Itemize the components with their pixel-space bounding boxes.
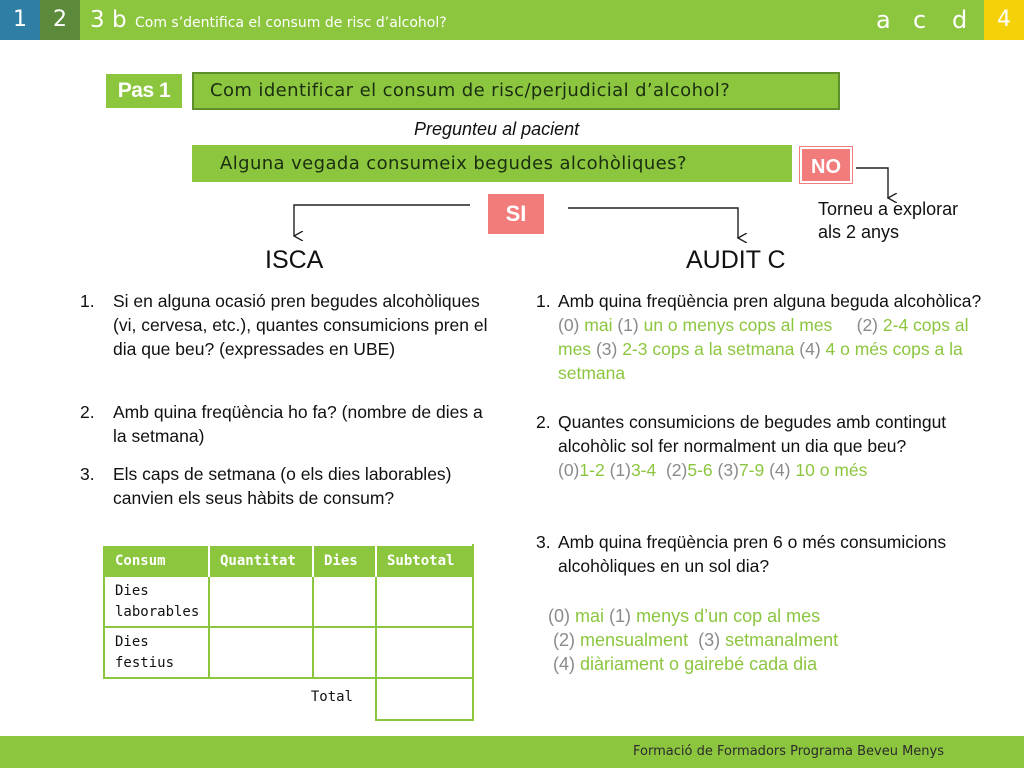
answer-code: (0) <box>548 606 570 626</box>
answer-option: mai <box>584 315 613 335</box>
audit-question-1 <box>536 289 1006 385</box>
answer-option: diàriament o gairebé cada dia <box>580 654 818 674</box>
answer-code: (4) <box>799 339 821 359</box>
audit-question-number: 2. <box>536 412 551 432</box>
answer-option: setmanalment <box>725 630 839 650</box>
consumption-table <box>103 544 474 721</box>
nav-letter-c[interactable]: c <box>913 6 927 34</box>
table-header-cell: Subtotal <box>376 545 473 576</box>
nav-tab-4[interactable]: 4 <box>984 0 1024 40</box>
footer-text: Formació de Formadors Programa Beveu Menys <box>633 744 944 759</box>
table-row <box>104 576 473 627</box>
row-label-line: Dies <box>115 633 149 650</box>
table-row-label <box>104 627 209 678</box>
table-row-label <box>104 576 209 627</box>
answer-code: (1) <box>609 606 632 626</box>
isca-heading: ISCA <box>265 246 324 274</box>
table-header-row <box>104 545 473 576</box>
answer-code: (0) <box>558 315 580 335</box>
bottom-bar <box>0 736 1024 768</box>
table-cell-empty[interactable] <box>376 627 473 678</box>
answer-code: (3) <box>595 339 618 359</box>
isca-question-number: 3. <box>80 464 95 484</box>
table-header-cell: Dies <box>313 545 376 576</box>
table-header-cell: Consum <box>104 545 209 576</box>
audit-question-number: 3. <box>536 532 551 552</box>
answer-option: 3-4 <box>630 460 657 480</box>
step-label: Pas 1 <box>106 74 182 108</box>
answer-code: (2) <box>856 315 879 335</box>
yes-answer-box: SI <box>488 194 544 234</box>
alcohol-question-box: Alguna vegada consumeix begudes alcohòliques? <box>192 145 792 182</box>
isca-question-3 <box>80 462 490 510</box>
row-label-line: Dies <box>115 582 149 599</box>
table-cell-empty[interactable] <box>376 576 473 627</box>
answer-option: 2-3 cops a la setmana <box>622 339 795 359</box>
answer-option: mai <box>575 606 605 626</box>
table-cell-empty[interactable] <box>313 627 376 678</box>
nav-letter-a[interactable]: a <box>876 6 891 34</box>
yes-left-arrow <box>294 205 470 236</box>
answer-option: 5-6 <box>687 460 713 480</box>
nav-tab-1[interactable]: 1 <box>0 0 40 40</box>
nav-letter-d[interactable]: d <box>952 6 968 34</box>
answer-option: mensualment <box>580 630 689 650</box>
section-title: Com s’dentifica el consum de risc d’alcohol? <box>135 15 447 31</box>
audit-question-text: Amb quina freqüència pren 6 o més consumicions alcohòliques en un sol dia? <box>558 532 947 576</box>
section-number: 3 b <box>90 7 127 33</box>
no-action-line-1: Torneu a explorar <box>818 199 959 219</box>
answer-code: (1) <box>617 315 639 335</box>
answer-code: (2) <box>665 460 688 480</box>
table-header-cell: Quantitat <box>209 545 313 576</box>
audit-c-heading: AUDIT C <box>686 246 786 274</box>
answer-code: (2) <box>553 630 575 650</box>
no-arrow <box>856 168 888 198</box>
table-cell-empty[interactable] <box>209 627 313 678</box>
main-question-box: Com identificar el consum de risc/perjudicial d’alcohol? <box>192 72 840 110</box>
answer-option: un o menys cops al mes <box>643 315 833 335</box>
audit-question-3-answers <box>548 604 838 676</box>
table-total-row <box>104 678 473 720</box>
answer-code: (0) <box>558 460 580 480</box>
no-answer-box: NO <box>800 147 852 183</box>
total-label: Total <box>310 689 353 705</box>
isca-question-2 <box>80 400 490 448</box>
isca-question-text: Els caps de setmana (o els dies laborables) canvien els seus hàbits de consum? <box>113 464 452 508</box>
answer-option: 7-9 <box>738 460 765 480</box>
table-cell-empty[interactable] <box>209 576 313 627</box>
answer-option: menys d’un cop al mes <box>636 606 821 626</box>
answer-code: (3) <box>698 630 721 650</box>
answer-code: (4) <box>769 460 791 480</box>
isca-question-text: Amb quina freqüència ho fa? (nombre de dies a la setmana) <box>113 402 483 446</box>
answer-code: (4) <box>553 654 575 674</box>
isca-question-number: 1. <box>80 291 95 311</box>
answer-option: 2-4 cops al mes <box>558 315 969 359</box>
audit-question-3 <box>536 530 1006 578</box>
row-label-line: festius <box>115 654 175 671</box>
audit-question-2 <box>536 410 1006 482</box>
audit-question-text: Amb quina freqüència pren alguna beguda alcohòlica? <box>558 291 982 311</box>
answer-option: 10 o més <box>795 460 868 480</box>
ask-patient-label: Pregunteu al pacient <box>414 119 580 139</box>
total-cell[interactable] <box>376 678 473 720</box>
audit-question-text: Quantes consumicions de begudes amb contingut alcohòlic sol fer normalment un dia que beu? <box>558 412 947 456</box>
no-action-line-2: als 2 anys <box>818 222 900 242</box>
answer-option: 1-2 <box>579 460 605 480</box>
isca-question-1 <box>80 289 490 361</box>
row-label-line: laborables <box>115 603 200 620</box>
answer-option: 4 o més cops a la setmana <box>558 339 963 383</box>
table-cell-empty[interactable] <box>313 576 376 627</box>
table-row <box>104 627 473 678</box>
yes-right-arrow <box>568 208 738 238</box>
answer-code: (3) <box>717 460 739 480</box>
answer-code: (1) <box>609 460 631 480</box>
isca-question-number: 2. <box>80 402 95 422</box>
audit-question-number: 1. <box>536 291 551 311</box>
nav-tab-2[interactable]: 2 <box>40 0 80 40</box>
isca-question-text: Si en alguna ocasió pren begudes alcohòliques (vi, cervesa, etc.), quantes consumicions pren el dia que beu? (expressades en UBE) <box>113 291 488 359</box>
